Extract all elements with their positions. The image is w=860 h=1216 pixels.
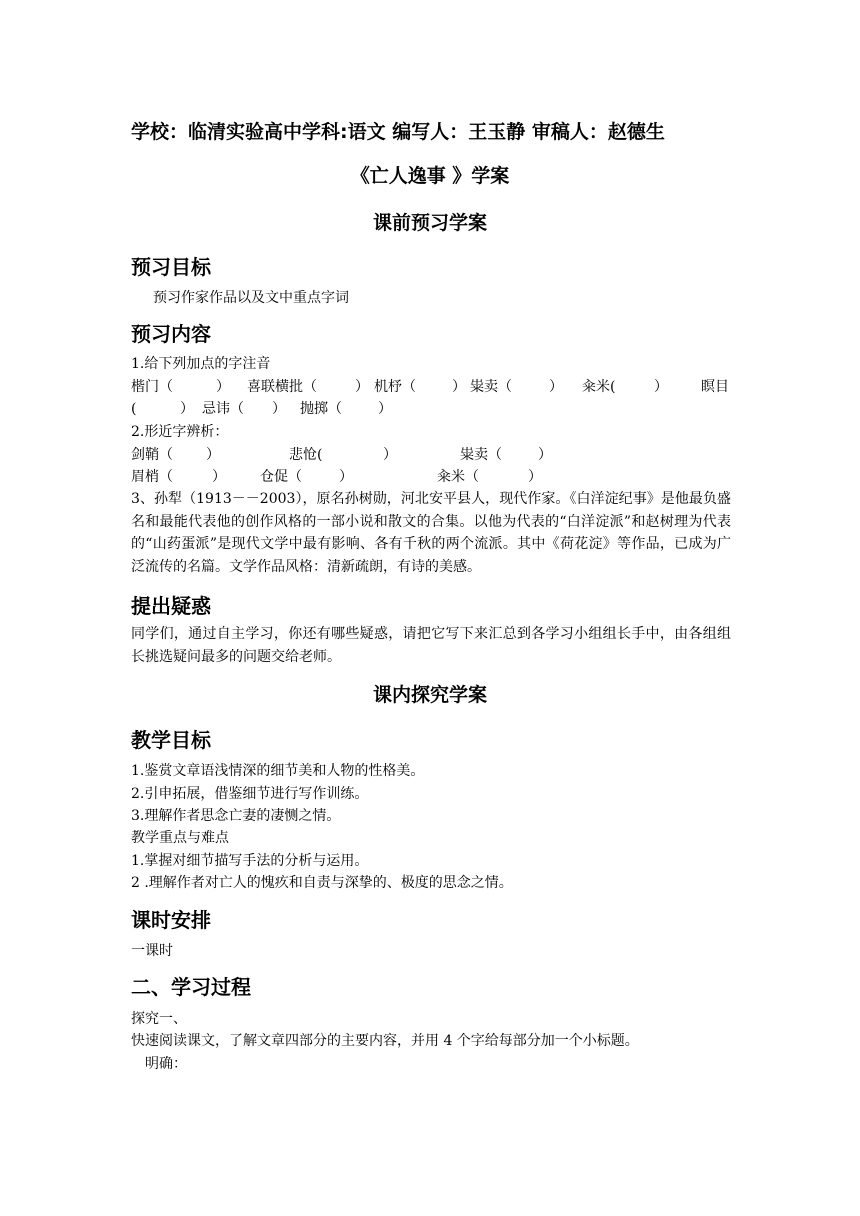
teaching-goal-item: 1.掌握对细节描写手法的分析与运用。 [131, 853, 369, 869]
section-title-preview: 课前预习学案 [372, 212, 487, 234]
q2-item: 悲怆( [289, 447, 323, 463]
preview-goal-heading: 预习目标 [131, 255, 211, 279]
schedule-text: 一课时 [131, 943, 173, 959]
q1-title: 1.给下列加点的字注音 [131, 356, 271, 372]
schedule-heading: 课时安排 [131, 908, 211, 932]
teaching-focus-label: 教学重点与难点 [131, 830, 229, 846]
questions-heading: 提出疑惑 [131, 594, 211, 618]
document-title: 《亡人逸事 》学案 [350, 165, 510, 187]
q2-item-close: ） [212, 469, 226, 485]
teaching-goal-heading: 教学目标 [131, 728, 211, 752]
q1-item-close: ） [216, 379, 230, 395]
q1-item-close: ） [549, 379, 563, 395]
teaching-goal-item: 2.引申拓展，借鉴细节进行写作训练。 [131, 786, 369, 802]
teaching-goal-item: 1.鉴赏文章语浅情深的细节美和人物的性格美。 [131, 763, 425, 779]
q2-item-close: ） [339, 469, 353, 485]
q1-item: 喜联横批（ [247, 379, 317, 395]
process-answer-label: 明确： [145, 1056, 187, 1072]
q1-item-close: ） [654, 379, 668, 395]
q1-item: 瞑目 [701, 379, 729, 395]
q1-item: 忌讳（ [202, 401, 244, 417]
section-title-inclass: 课内探究学案 [372, 684, 487, 706]
q2-item: 仓促（ [260, 469, 302, 485]
q1-item: 抛掷（ [300, 401, 342, 417]
preview-content-heading: 预习内容 [131, 322, 211, 346]
questions-text: 同学们，通过自主学习，你还有哪些疑惑，请把它写下来汇总到各学习小组组长手中，由各组组长挑选疑问最多的问题交给老师。 [131, 626, 731, 665]
q2-item-close: ） [538, 447, 552, 463]
process-item: 快速阅读课文，了解文章四部分的主要内容，并用 4 个字给每部分加一个小标题。 [131, 1033, 639, 1049]
q2-item-close: ） [383, 447, 397, 463]
q2-item-close: ） [528, 469, 542, 485]
q2-item: 剑鞘（ [131, 447, 173, 463]
author-intro-paragraph: 3、孙犁（1913－－2003），原名孙树勋，河北安平县人，现代作家。《白洋淀纪事》是他最负盛名和最能代表他的创作风格的一部小说和散文的合集。以他为代表的“白洋淀派”和赵树理为代表的“山药蛋派”是现代文学中最有影响、各有千秋的两个流派。其中《荷花淀》等作品，已成为广泛流传的名篇。文学作品风格：清新疏朗，有诗的美感。 [131, 491, 731, 575]
q2-item: 籴米（ [437, 469, 479, 485]
q1-item: 籴米( [582, 379, 616, 395]
q2-title: 2.形近字辨析： [131, 424, 229, 440]
teaching-goal-item: 3.理解作者思念亡妻的凄恻之情。 [131, 808, 341, 824]
process-heading: 二、学习过程 [131, 975, 251, 999]
q2-item: 粜卖（ [460, 447, 502, 463]
process-item: 探究一、 [131, 1011, 187, 1027]
q1-item-close: ） [378, 401, 392, 417]
q1-item: 机杼（ [374, 379, 416, 395]
q1-item-close: ） [180, 401, 194, 417]
q2-item-close: ） [206, 447, 220, 463]
preview-goal-text: 预习作家作品以及文中重点字词 [153, 290, 349, 306]
teaching-goal-item: 2 .理解作者对亡人的愧疚和自责与深挚的、极度的思念之情。 [131, 875, 513, 891]
q1-item-close: ） [355, 379, 369, 395]
q1-item: 楷门（ [131, 379, 173, 395]
q2-item: 眉梢（ [131, 469, 173, 485]
q1-item-open: ( [131, 401, 137, 417]
q1-item-close: ） [272, 401, 286, 417]
q1-item-close: ） [452, 379, 466, 395]
q1-item: 粜卖（ [470, 379, 512, 395]
header-info: 学校：临清实验高中学科:语文 编写人：王玉静 审稿人：赵德生 [131, 121, 665, 143]
